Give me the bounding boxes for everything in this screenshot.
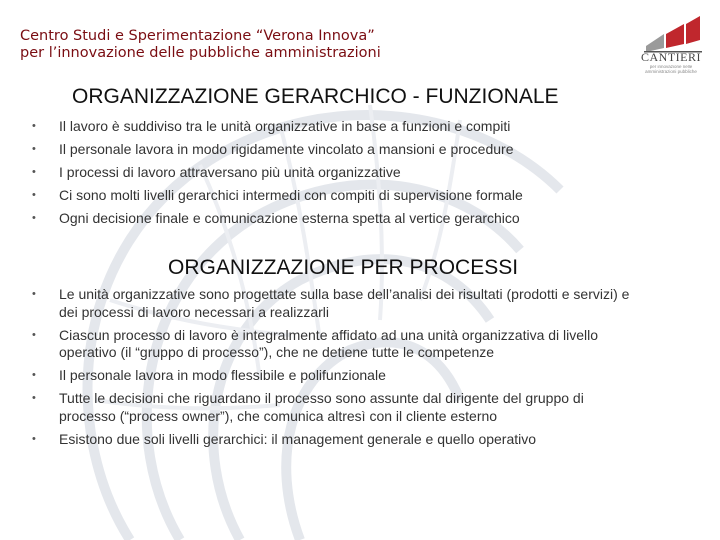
list-item-text: operativo (il “gruppo di processo”), che ne detiene tutte le competenze	[59, 344, 495, 360]
list-item-text: Esistono due soli livelli gerarchici: il management generale e quello operativo	[59, 430, 537, 447]
bullet-icon: •	[32, 120, 36, 132]
list-item	[30, 286, 629, 321]
bullet-icon: •	[32, 189, 36, 201]
list-item	[30, 327, 629, 362]
list-item	[30, 138, 523, 161]
list-item-text: Il personale lavora in modo flessibile e polifunzionale	[59, 367, 386, 383]
gerarchico-list	[30, 115, 523, 230]
bullet-icon: •	[32, 143, 36, 155]
bullet-icon: •	[32, 288, 36, 300]
header	[20, 28, 381, 62]
bullet-icon: •	[32, 432, 36, 445]
list-item-text: I processi di lavoro attraversano più unità organizzative	[59, 164, 401, 180]
logo-mark	[634, 14, 708, 54]
list-item	[30, 367, 629, 385]
list-item-text: Il lavoro è suddiviso tra le unità organizzative in base a funzioni e compiti	[59, 118, 511, 134]
processi-list	[30, 286, 629, 454]
list-item	[30, 161, 523, 184]
bullet-icon: •	[32, 166, 36, 178]
bullet-icon: •	[32, 212, 36, 224]
bullet-icon: •	[32, 328, 36, 341]
header-line-1: Centro Studi e Sperimentazione “Verona Innova”	[20, 28, 375, 44]
list-item-text: Le unità organizzative sono progettate sulla base dell’analisi dei risultati (prodotti e servizi) e	[59, 286, 630, 302]
section-title-processi: ORGANIZZAZIONE PER PROCESSI	[168, 256, 519, 279]
list-item	[30, 390, 629, 425]
bullet-icon: •	[32, 392, 36, 404]
list-item	[30, 431, 629, 449]
list-item-text: Tutte le decisioni che riguardano il processo sono assunte dal dirigente del gruppo di	[59, 390, 584, 406]
logo-word: CANTIERI	[641, 50, 701, 64]
bullet-icon: •	[32, 369, 36, 381]
list-item	[30, 115, 523, 138]
logo-subtitle: per innovazione nelle amministrazioni pubbliche	[645, 65, 697, 74]
list-item-text: dei processi di lavoro necessari a realizzarli	[59, 303, 330, 320]
list-item-text: Il personale lavora in modo rigidamente vincolato a mansioni e procedure	[59, 141, 514, 157]
list-item	[30, 207, 523, 230]
list-item-text: processo (“process owner”), che comunica altresì con il cliente esterno	[59, 407, 498, 424]
list-item-text: Ciascun processo di lavoro è integralmente affidato ad una unità organizzativa di livello	[59, 326, 599, 343]
section-title-gerarchico: ORGANIZZAZIONE GERARCHICO - FUNZIONALE	[72, 85, 559, 108]
list-item	[30, 184, 523, 207]
cantieri-logo	[634, 14, 708, 80]
header-line-2: per l’innovazione delle pubbliche amministrazioni	[20, 45, 381, 61]
list-item-text: Ogni decisione finale e comunicazione esterna spetta al vertice gerarchico	[59, 210, 520, 226]
list-item-text: Ci sono molti livelli gerarchici intermedi con compiti di supervisione formale	[59, 187, 523, 203]
